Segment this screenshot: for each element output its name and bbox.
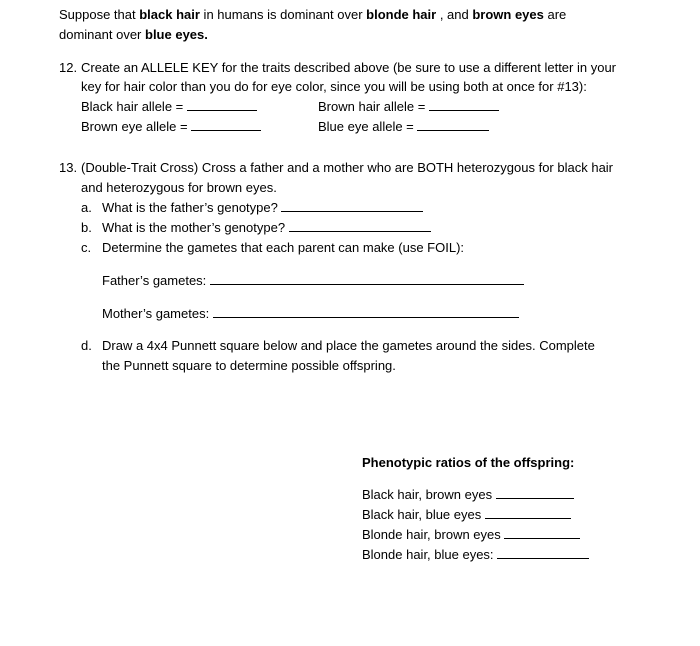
phenotype-blonde-blue-label: Blonde hair, blue eyes: — [362, 547, 494, 562]
intro-line-1 — [59, 5, 566, 25]
phenotype-title-text: Phenotypic ratios of the offspring: — [362, 455, 575, 470]
intro-text: dominant over — [59, 27, 145, 42]
phenotype-blonde-blue-row — [362, 545, 589, 565]
phenotype-blonde-brown-blank[interactable] — [504, 526, 580, 539]
q13b-text: What is the mother’s genotype? — [102, 220, 286, 235]
phenotype-black-brown-label: Black hair, brown eyes — [362, 487, 493, 502]
q13b-row — [102, 218, 431, 238]
q13c-label: c. — [81, 240, 92, 255]
brown-eye-allele-row — [81, 117, 261, 137]
father-gametes-label: Father’s gametes: — [102, 273, 207, 288]
brown-hair-allele-row — [318, 97, 499, 117]
q13a-text: What is the father’s genotype? — [102, 200, 278, 215]
mother-gametes-row — [102, 304, 519, 324]
blue-eye-allele-row — [318, 117, 489, 137]
intro-text: in humans is dominant over — [199, 7, 367, 22]
mother-gametes-blank[interactable] — [213, 305, 519, 318]
phenotype-black-brown-row — [362, 485, 574, 505]
phenotype-blonde-blue-blank[interactable] — [497, 546, 589, 559]
phenotype-black-blue-row — [362, 505, 571, 525]
q12-line-2: key for hair color than you do for eye color, since you will be using both at once for #13): — [81, 79, 587, 94]
brown-hair-allele-blank[interactable] — [429, 98, 499, 111]
brown-eye-allele-label: Brown eye allele = — [81, 119, 188, 134]
q13-number: 13. — [59, 160, 78, 175]
q13-line-1: (Double-Trait Cross) Cross a father and a mother who are BOTH heterozygous for black hair — [81, 160, 614, 175]
mother-gametes-label: Mother’s gametes: — [102, 306, 210, 321]
q13d-line-1: Draw a 4x4 Punnett square below and place the gametes around the sides. Complete — [102, 338, 595, 353]
phenotype-black-brown-blank[interactable] — [496, 486, 574, 499]
q13a-row — [102, 198, 423, 218]
black-hair-allele-label: Black hair allele = — [81, 99, 184, 114]
blue-eyes-term: blue eyes. — [145, 27, 208, 42]
brown-eyes-term: brown eyes — [472, 7, 544, 22]
brown-hair-allele-label: Brown hair allele = — [318, 99, 426, 114]
q12-line-1: Create an ALLELE KEY for the traits described above (be sure to use a different letter in your — [81, 60, 616, 75]
black-hair-allele-row — [81, 97, 257, 117]
blue-eye-allele-blank[interactable] — [417, 118, 489, 131]
blonde-hair-term: blonde hair — [366, 7, 437, 22]
father-genotype-blank[interactable] — [281, 199, 423, 212]
q13b-label: b. — [81, 220, 92, 235]
intro-text: Suppose that — [59, 7, 140, 22]
intro-text: are — [543, 7, 567, 22]
q13d-line-2: the Punnett square to determine possible offspring. — [102, 358, 396, 373]
phenotype-blonde-brown-row — [362, 525, 580, 545]
intro-text: , and — [436, 7, 473, 22]
black-hair-allele-blank[interactable] — [187, 98, 257, 111]
phenotype-black-blue-blank[interactable] — [485, 506, 571, 519]
blue-eye-allele-label: Blue eye allele = — [318, 119, 414, 134]
father-gametes-row — [102, 271, 524, 291]
phenotype-black-blue-label: Black hair, blue eyes — [362, 507, 482, 522]
father-gametes-blank[interactable] — [210, 272, 524, 285]
q13a-label: a. — [81, 200, 92, 215]
q13c-text: Determine the gametes that each parent can make (use FOIL): — [102, 240, 465, 255]
q13d-label: d. — [81, 338, 92, 353]
phenotype-title — [362, 453, 574, 473]
q12-number: 12. — [59, 60, 78, 75]
brown-eye-allele-blank[interactable] — [191, 118, 261, 131]
mother-genotype-blank[interactable] — [289, 219, 431, 232]
black-hair-term: black hair — [139, 7, 200, 22]
intro-line-2 — [59, 25, 208, 45]
phenotype-blonde-brown-label: Blonde hair, brown eyes — [362, 527, 501, 542]
q13-line-2: and heterozygous for brown eyes. — [81, 180, 277, 195]
